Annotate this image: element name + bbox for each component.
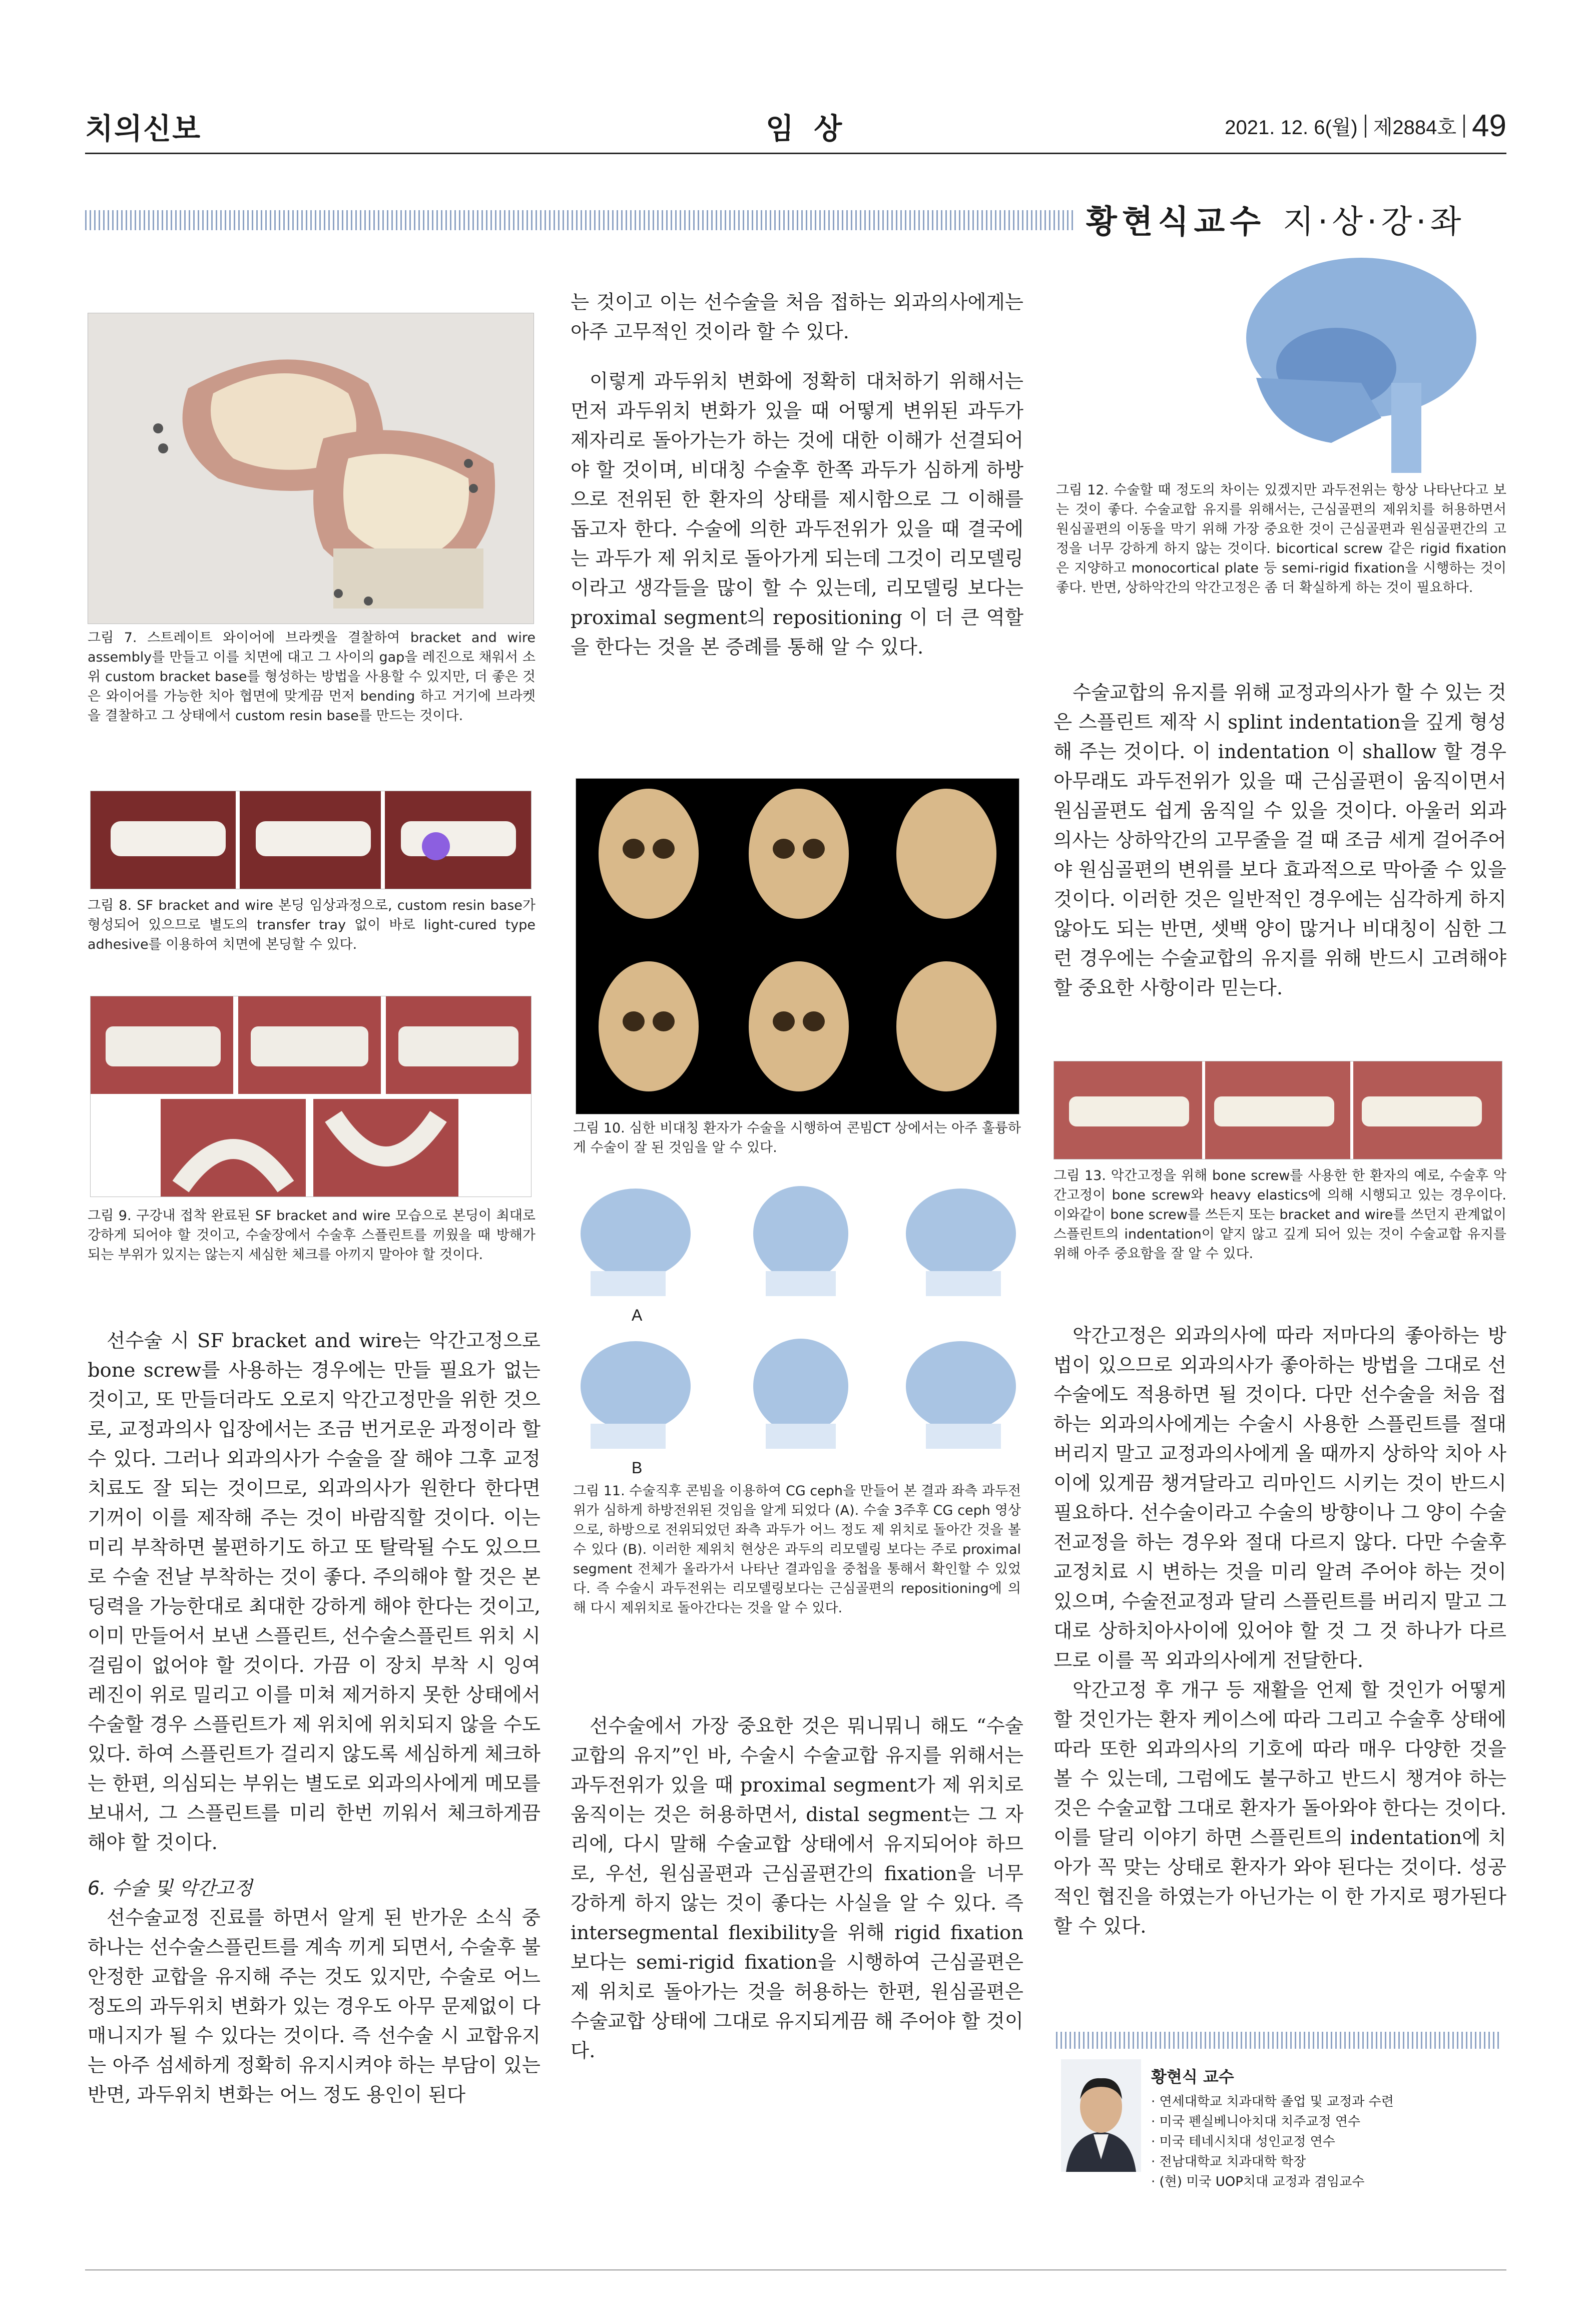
author-name: 황현식 교수 <box>1151 2067 1234 2086</box>
credential-item: · 미국 테네시치대 성인교정 연수 <box>1151 2132 1511 2152</box>
header-rule <box>85 153 1506 154</box>
paragraph: 악간고정 후 개구 등 재활을 언제 할 것인가 어떻게 할 것인가는 환자 케이스에 따라 그리고 수술후 상태에 따라 또한 외과의사의 기호에 따라 매우 다양한 것을 볼 수 있는데, 그럼에도 불구하고 반드시 챙겨야 하는 것은 수술교합 그대로 환자가 돌아와야 한다는 것이다. 이를 달리 이야기 하면 스플린트의 indentation에 치아가 꼭 맞는 상태로 환자가 와야 된다는 것이다. 성공적인 협진을 하였는가 아닌가는 이 한 가지로 평가된다 할 수 있다. <box>1053 1679 1506 1938</box>
series-author: 황현식교수 <box>1086 204 1266 241</box>
fig11-caption: 그림 11. 수술직후 콘빔을 이용하여 CG ceph을 만들어 본 결과 좌측 과두전위가 심하게 하방전위된 것임을 알게 되었다 (A). 수술 3주후 CG ceph 영상으로, 하방으로 전위되었던 좌측 과두가 어느 정도 제 위치로 돌아간 것을 볼 수 있다 (B). 이러한 제위치 현상은 과두의 리모델링 보다는 주로 proximal segment 전체가 올라가서 나타난 결과임을 중첩을 통해서 확인할 수 있었다. 즉 수술시 과두전위는 리모델링보다는 근심골편의 repositioning에 의해 다시 제위치로 돌아간다는 것을 알 수 있다. <box>573 1483 1021 1616</box>
series-title <box>1086 196 1465 242</box>
series-stripe <box>85 210 1076 230</box>
paragraph: 이렇게 과두위치 변화에 정확히 대처하기 위해서는 먼저 과두위치 변화가 있을 때 어떻게 변위된 과두가 제자리로 돌아가는가 하는 것에 대한 이해가 선결되어야 할 것이며, 비대칭 수술후 한쪽 과두가 심하게 하방으로 전위된 한 환자의 상태를 제시함으로 그 이해를 돕고자 한다. 수술에 의한 과두전위가 있을 때 결국에는 과두가 제 위치로 돌아가게 되는데 그것이 리모델링이라고 생각들을 많이 할 수 있는데, 리모델링 보다는 proximal segment의 repositioning 이 더 큰 역할을 한다는 것을 본 증례를 통해 알 수 있다. <box>571 370 1023 659</box>
paragraph: 악간고정은 외과의사에 따라 저마다의 좋아하는 방법이 있으므로 외과의사가 좋아하는 방법을 그대로 선수술에도 적용하면 될 것이다. 다만 선수술을 처음 접하는 외과의사에게는 수술시 사용한 스플린트를 절대 버리지 말고 교정과의사에게 올 때까지 상하악 치아 사이에 있게끔 챙겨달라고 리마인드 시키는 것이 반드시 필요하다. 선수술이라고 수술의 방향이나 그 양이 수술전교정을 하는 경우와 절대 다르지 않다. 다만 수술후 교정치료 시 변하는 것을 미리 알려 주어야 하는 것이 있으며, 수술전교정과 달리 스플린트를 버리지 말고 그대로 상하치아사이에 있어야 할 것 그 것 하나가 다르므로 이를 꼭 외과의사에게 전달한다. <box>1053 1325 1506 1672</box>
newspaper-name: 치의신보 <box>85 112 202 146</box>
fig12-skull-image <box>1171 253 1491 475</box>
author-credentials <box>1151 2092 1511 2192</box>
fig11-label-a: A <box>632 1306 643 1324</box>
issue-date: 2021. 12. 6(월) <box>1225 117 1358 139</box>
fig10-cbct-images <box>576 778 1019 1114</box>
column-3-body-bottom <box>1053 1321 1506 1941</box>
fig8-caption: 그림 8. SF bracket and wire 본딩 임상과정으로, custom resin base가 형성되어 있으므로 별도의 transfer tray 없이 바로 light-cured type adhesive를 이용하여 치면에 본딩할 수 있다. <box>88 898 536 952</box>
paragraph: 는 것이고 이는 선수술을 처음 접하는 외과의사에게는 아주 고무적인 것이라 할 수 있다. <box>571 291 1023 343</box>
divider <box>1463 115 1465 138</box>
section-heading: 6. 수술 및 악간고정 <box>88 1877 253 1899</box>
column-1-body <box>88 1326 541 2110</box>
fig8-bonding-photos <box>90 791 531 889</box>
credential-item: · 전남대학교 치과대학 학장 <box>1151 2152 1511 2172</box>
paragraph: 선수술에서 가장 중요한 것은 뭐니뭐니 해도 “수술교합의 유지”인 바, 수술시 수술교합 유지를 위해서는 과두전위가 있을 때 proximal segment가 제 위치로 움직이는 것은 허용하면서, distal segment는 그 자리에, 다시 말해 수술교합 상태에서 유지되어야 하므로, 우선, 원심골편과 근심골편간의 fixation을 너무 강하게 하지 않는 것이 좋다는 사실을 알 수 있다. 즉 intersegmental flexibility을 위해 rigid fixation 보다는 semi-rigid fixation을 시행하여 근심골편은 제 위치로 돌아가는 것을 허용하는 한편, 원심골편은 수술교합 상태에 그대로 유지되게끔 해 주어야 할 것이다. <box>571 1715 1023 2062</box>
author-photo <box>1061 2059 1141 2172</box>
fig13-fixation-photos <box>1053 1061 1502 1159</box>
credential-item: · (현) 미국 UOP치대 교정과 겸임교수 <box>1151 2172 1511 2192</box>
fig12-caption: 그림 12. 수술할 때 정도의 차이는 있겠지만 과두전위는 항상 나타난다고 보는 것이 좋다. 수술교합 유지를 위해서는, 근심골편의 제위치를 허용하면서 원심골편의 이동을 막기 위해 가장 중요한 것이 근심골편과 원심골편간의 고정을 너무 강하게 하지 않는 것이다. bicortical screw 같은 rigid fixation은 지양하고 monocortical plate 등 semi-rigid fixation을 시행하는 것이 좋다. 반면, 상하악간의 악간고정은 좀 더 확실하게 하는 것이 필요하다. <box>1056 482 1506 596</box>
series-name: 지·상·강·좌 <box>1283 204 1465 241</box>
column-2-body-top <box>571 288 1023 662</box>
issue-info <box>1225 108 1506 144</box>
paragraph: 수술교합의 유지를 위해 교정과의사가 할 수 있는 것은 스플린트 제작 시 splint indentation을 깊게 형성해 주는 것이다. 이 indentation 이 shallow 할 경우 아무래도 과두전위가 있을 때 근심골편이 움직이면서 원심골편도 쉽게 움직일 수 있을 것이다. 아울러 외과의사는 상하악간의 고무줄을 걸 때 조금 세게 걸어주어야 원심골편의 변위를 보다 효과적으로 막아줄 수 있을 것이다. 이러한 것은 일반적인 경우에는 심각하게 하지 않아도 되는 반면, 셋백 양이 많거나 비대칭이 심한 그런 경우에는 수술교합의 유지를 위해 반드시 고려해야 할 중요한 사항이라 믿는다. <box>1053 682 1506 999</box>
fig9-intraoral-photos <box>90 996 531 1197</box>
masthead <box>85 105 1506 150</box>
credential-item: · 연세대학교 치과대학 졸업 및 교정과 수련 <box>1151 2092 1511 2112</box>
credential-item: · 미국 펜실베니아치대 치주교정 연수 <box>1151 2112 1511 2132</box>
footer-rule <box>85 2269 1506 2270</box>
fig7-caption: 그림 7. 스트레이트 와이어에 브라켓을 결찰하여 bracket and wire assembly를 만들고 이를 치면에 대고 그 사이의 gap을 레진으로 채워서 소위 custom bracket base를 형성하는 방법을 사용할 수 있지만, 더 좋은 것은 와이어를 가능한 치아 협면에 맞게끔 먼저 bending 하고 거기에 브라켓을 결찰하고 그 상태에서 custom resin base를 만드는 것이다. <box>88 630 536 724</box>
column-2-body-bottom <box>571 1711 1023 2066</box>
fig7-dental-cast-image <box>88 313 534 624</box>
page-number: 49 <box>1472 109 1506 143</box>
fig13-caption: 그림 13. 악간고정을 위해 bone screw를 사용한 한 환자의 예로, 수술후 악간고정이 bone screw와 heavy elastics에 의해 시행되고 있는 경우이다. 이와같이 bone screw를 쓰든지 또는 bracket and wire를 쓰던지 관계없이 스플린트의 indentation이 얕지 않고 깊게 되어 있는 것이 수술교합 유지를 위해 아주 중요함을 잘 알 수 있다. <box>1053 1168 1506 1262</box>
section-name: 임 상 <box>766 112 847 146</box>
paragraph: 선수술 시 SF bracket and wire는 악간고정으로 bone screw를 사용하는 경우에는 만들 필요가 없는 것이고, 또 만들더라도 오로지 악간고정만을 위한 것으로, 교정과의사 입장에서는 조금 번거로운 과정이라 할 수 있다. 그러나 외과의사가 수술을 잘 해야 그후 교정치료도 잘 되는 것이므로, 외과의사가 원한다 한다면 기꺼이 이를 제작해 주는 것이 바람직할 것이다. 이는 미리 부착하면 불편하기도 하고 또 탈락될 수도 있으므로 수술 전날 부착하는 것이 좋다. 주의해야 할 것은 본딩력을 가능한대로 최대한 강하게 해야 한다는 것이고, 이미 만들어서 보낸 스플린트, 선수술스플린트 위치 시 걸림이 없어야 할 것이다. 가끔 이 장치 부착 시 잉여 레진이 위로 밀리고 이를 미쳐 제거하지 못한 상태에서 수술할 경우 스플린트가 제 위치에 위치되지 않을 수도 있다. 하여 스플린트가 걸리지 않도록 세심하게 체크하는 한편, 의심되는 부위는 별도로 외과의사에게 메모를 보내서, 그 스플린트를 미리 한번 끼워서 체크하게끔 해야 할 것이다. <box>88 1330 541 1854</box>
column-3-body-top <box>1053 678 1506 1003</box>
fig10-caption: 그림 10. 심한 비대칭 환자가 수술을 시행하여 콘빔CT 상에서는 아주 훌륭하게 수술이 잘 된 것임을 알 수 있다. <box>573 1120 1021 1155</box>
bio-stripe <box>1056 2032 1501 2049</box>
paragraph: 선수술교정 진료를 하면서 알게 된 반가운 소식 중 하나는 선수술스플린트를 계속 끼게 되면서, 수술후 불안정한 교합을 유지해 주는 것도 있지만, 수술로 어느 정도의 과두위치 변화가 있는 경우도 아무 문제없이 다 매니지가 될 수 있다는 것이다. 즉 선수술 시 교합유지는 아주 섬세하게 정확히 유지시켜야 하는 부담이 있는 반면, 과두위치 변화는 어느 정도 용인이 된다 <box>88 1907 541 2106</box>
divider <box>1365 115 1366 138</box>
issue-number: 제2884호 <box>1373 117 1457 139</box>
fig9-caption: 그림 9. 구강내 접착 완료된 SF bracket and wire 모습으로 본딩이 최대로 강하게 되어야 할 것이고, 수술장에서 수술후 스플린트를 끼웠을 때 방해가 되는 부위가 있지는 않는지 세심한 체크를 아끼지 말아야 할 것이다. <box>88 1208 536 1263</box>
fig11-label-b: B <box>632 1459 643 1477</box>
